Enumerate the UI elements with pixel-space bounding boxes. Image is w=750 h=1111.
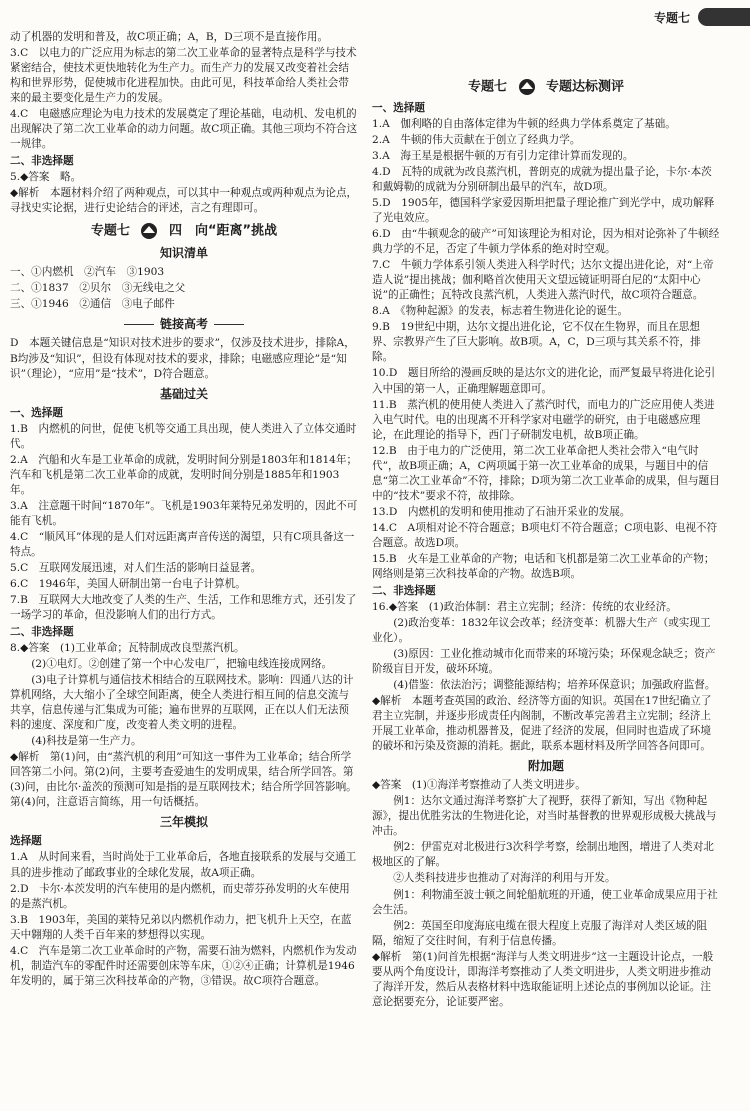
knowledge-heading-text: 知识清单 <box>159 246 208 261</box>
section-heading: 一、选择题 <box>372 101 425 114</box>
header-label: 专题七 <box>653 11 690 25</box>
page-header <box>0 0 750 34</box>
answer-line: (3)电子计算机与通信技术相结合的互联网技术。影响：四通八达的计算机网络，大大缩小了全球空间距离，使全人类进行相互间的信息交流与共享，信息传递与汇集成为可能；遍布世界的互联网，正在以人们无法预料的速度、深度和广度，改变着人类文明的进程。 <box>10 674 354 732</box>
section-heading: 二、非选择题 <box>10 155 74 168</box>
answer-line: 16.◆答案 (1)政治体制：君主立宪制；经济：传统的农业经济。 <box>372 600 677 613</box>
answer-item: 3.A 海王星是根据牛顿的万有引力定律计算而发现的。 <box>372 150 634 163</box>
basic-heading <box>10 386 358 403</box>
answer-line: 8.◆答案 (1)工业革命；瓦特制成改良型蒸汽机。 <box>10 642 245 655</box>
answer-line: (4)科技是第一生产力。 <box>31 735 142 748</box>
answer-item: 2.D 卡尔·本茨发明的汽车使用的是内燃机，而史蒂芬孙发明的火车使用的是蒸汽机。 <box>10 882 350 910</box>
basic-heading-text: 基础过关 <box>159 386 208 401</box>
link-para: D 本题关键信息是“知识对技术进步的要求”，仅涉及技术进步，排除A，B均涉及“知识”，但设有体现对技术的要求，排除；电磁感应理论”是“知识”（理论），“应用”是“技术”，D符合题意。 <box>10 337 355 380</box>
answer-item: 7.C 牛顿力学体系引领人类进入科学时代；达尔文提出进化论，对“上帝造人说”提出挑战；伽利略首次使用天文望远镜证明哥白尼的“太阳中心说”的正确性；瓦特改良蒸汽机，人类进入蒸汽时代，故C项符合题意。 <box>372 259 714 302</box>
chapter-emblem-icon <box>140 222 158 240</box>
extra-line: 例2：伊雷克对北极进行3次科学考察，绘制出地图，增进了人类对北极地区的了解。 <box>372 841 714 869</box>
answer-item: 7.B 互联网大大地改变了人类的生产、生活，工作和思维方式，还引发了一场学习的革命，但没影响人们的出行方式。 <box>10 593 357 622</box>
chapter-label: 专题七 <box>90 223 130 239</box>
section-heading: 选择题 <box>10 835 42 848</box>
knowledge-line: 二、①1837 ②贝尔 ③无线电之父 <box>10 282 186 295</box>
answer-line: (4)借鉴：依法治污；调整能源结构；培养环保意识；加强政府监督。 <box>393 679 716 692</box>
chapter-title <box>372 78 720 97</box>
knowledge-line: 一、①内燃机 ②汽车 ③1903 <box>10 266 165 279</box>
answer-item: 15.B 火车是工业革命的产物；电话和飞机都是第二次工业革命的产物；网络则是第三次科技革命的产物。故选B项。 <box>372 552 715 580</box>
answer-para: 3.C 以电力的广泛应用为标志的第二次工业革命的显著特点是科学与技术紧密结合，使技术更快地转化为生产力。而生产力的发展又改变着社会结构和世界形势，促使城市化进程加快。由此可见，科技革命给人类社会带来的最主要变化是生产力的发展。 <box>10 47 357 105</box>
three-year-heading <box>10 814 358 831</box>
answer-line: (3)原因：工业化推动城市化而带来的环境污染；环保观念缺乏；资产阶级盲目开发，破坏环境。 <box>372 648 716 676</box>
answer-item: 4.C 汽车是第二次工业革命时的产物，需要石油为燃料，内燃机作为发动机，制造汽车的零配件时还需要创床等车床，①②④正确；计算机是1946年发明的，属于第三次科技革命的产物，③错误。故C项符合题意。 <box>10 944 357 987</box>
answer-item: 2.A 汽船和火车是工业革命的成就，发明时间分别是1803年和1814年；汽车和飞机是第二次工业革命的成就，发明时间分别是1885年和1903年。 <box>10 453 358 496</box>
answer-para: 4.C 电磁感应理论为电力技术的发展奠定了理论基础，电动机、发电机的出现解决了第二次工业革命的动力问题。故C项正确。其他三项均不符合这一规律。 <box>10 108 358 151</box>
analysis-para: ◆解析 本题材料介绍了两种观点，可以其中一种观点或两种观点为论点，寻找史实论据，进行史论结合的评述，言之有理即可。 <box>10 187 358 215</box>
chapter-label: 专题七 <box>467 79 507 95</box>
answer-line: (2)①电灯。②创建了第一个中心发电厂，把输电线连接成网络。 <box>31 658 333 671</box>
answer-item: 4.C “顺风耳”体现的是人们对远距离声音传送的渴望，只有C项具备这一特点。 <box>10 530 355 558</box>
chapter-emblem-icon <box>518 78 536 96</box>
analysis-para: ◆解析 本题考查英国的政治、经济等方面的知识。英国在17世纪确立了君主立宪制，并逐步形成责任内阁制，不断改革完善君主立宪制；经济上开展工业革命，推动机器普及，促进了经济的发展，但同时也造成了环境的破坏和污染及资源的消耗。据此，联系本题材料及所学回答各问即可。 <box>372 695 712 753</box>
answer-para: 动了机器的发明和普及，故C项正确；A，B，D三项不是直接作用。 <box>10 31 329 43</box>
answer-item: 5.C 互联网发展迅速，对人们生活的影响日益显著。 <box>10 561 262 574</box>
extra-heading-text: 附加题 <box>527 759 564 774</box>
chapter-name: 四 向“距离”挑战 <box>168 223 278 239</box>
answer-item: 6.C 1946年，美国人研制出第一台电子计算机。 <box>10 577 246 590</box>
answer-item: 2.A 牛顿的伟大贡献在于创立了经典力学。 <box>372 134 581 147</box>
section-heading: 一、选择题 <box>10 406 63 419</box>
analysis-para: ◆解析 第(1)问首先根据“海洋与人类文明进步”这一主题设计论点，一般要从两个角度设计，即海洋考察推动了人类文明进步，人类文明进步推动了海洋开发，然后从表格材料中选取能证明上述论点的事例加以论证。注意论据要充分，论证要严密。 <box>372 950 714 1008</box>
extra-line: 例1：达尔文通过海洋考察扩大了视野，获得了新知，写出《物种起源》，提出优胜劣汰的生物进化论，对当时基督教的世界观形成极大挑战与冲击。 <box>372 795 717 838</box>
answer-item: 9.B 19世纪中期，达尔文提出进化论，它不仅在生物界，而且在思想界、宗教界产生了巨大影响。故B项。A，C，D三项与其关系不符，排除。 <box>372 321 701 364</box>
answer-item: 3.B 1903年，美国的莱特兄弟以内燃机作动力，把飞机升上天空，在蓝天中翱翔的人类千百年来的梦想得以实现。 <box>10 913 352 941</box>
three-year-heading-text: 三年模拟 <box>159 815 208 830</box>
knowledge-line: 三、①1946 ②通信 ③电子邮件 <box>10 298 175 311</box>
answer-item: 4.D 瓦特的成就为改良蒸汽机，普朗克的成就为提出量子论，卡尔·本茨和戴姆勒的成就为分别研制出最早的汽车，故D项。 <box>372 166 712 194</box>
answer-item: 13.D 内燃机的发明和使用推动了石油开采业的发展。 <box>372 505 631 518</box>
extra-line: 例2：英国至印度海底电缆在很大程度上克服了海洋对人类区域的阻隔，缩短了交往时间，有利于信息传播。 <box>372 919 708 947</box>
answer-item: 1.B 内燃机的问世，促使飞机等交通工具出现，使人类进入了立体交通时代。 <box>10 422 357 450</box>
extra-heading <box>372 758 720 775</box>
chapter-name: 专题达标测评 <box>546 79 625 95</box>
answer-item: 10.D 题目所给的漫画反映的是达尔文的进化论，而严复最早将进化论引入中国的第一人，正确理解题意即可。 <box>372 367 716 395</box>
chapter-title <box>10 222 358 241</box>
answer-item: 14.C A项相对论不符合题意；B项电灯不符合题意；C项电影、电视不符合题意。故选D项。 <box>372 521 718 549</box>
section-heading: 二、非选择题 <box>372 584 436 597</box>
analysis-para: ◆解析 第(1)问，由“蒸汽机的利用”可知这一事件为工业革命；结合所学回答第二小问。第(2)问，主要考查爱迪生的发明成果，结合所学回答。第(3)问，由比尔·盖茨的预测可知是指的是互联网技术；结合所学回答影响。第(4)问，注意语言简练，用一句话概括。 <box>10 751 357 809</box>
left-column <box>10 30 358 990</box>
answer-para: 5.◆答案 略。 <box>10 171 82 184</box>
right-column <box>372 30 720 1011</box>
answer-item: 12.B 由于电力的广泛使用，第二次工业革命把人类社会带入“电气时代”，故B项正确；A，C两项属于第一次工业革命的成果，与题目中的信息“第二次工业革命”不符，排除；D项为第二次工业革命的成果，但与题目中的“技术”要求不符，故排除。 <box>372 444 720 502</box>
answer-item: 6.D 由“牛顿观念的破产”可知该理论为相对论，因为相对论弥补了牛顿经典力学的不足，否定了牛顿力学体系的绝对时空观。 <box>372 228 720 256</box>
answer-item: 5.D 1905年，德国科学家爱因斯坦把量子理论推广到光学中，成功解释了光电效应。 <box>372 197 715 225</box>
extra-line: ◆答案 (1)①海洋考察推动了人类文明进步。 <box>372 779 586 792</box>
answer-line: (2)政治变革：1832年议会改革；经济变革：机器大生产（或实现工业化）。 <box>372 616 711 645</box>
answer-item: 8.A 《物种起源》的发表，标志着生物进化论的诞生。 <box>372 305 629 318</box>
header-tab-bar <box>698 8 750 26</box>
link-heading-text: 链接高考 <box>159 317 208 332</box>
answer-item: 1.A 伽利略的自由落体定律为牛顿的经典力学体系奠定了基础。 <box>372 117 676 130</box>
answer-item: 3.A 注意题干时间“1870年”。飞机是1903年莱特兄弟发明的，因此不可能有飞机。 <box>10 499 358 527</box>
section-heading: 二、非选择题 <box>10 626 74 639</box>
link-heading <box>10 316 358 333</box>
answer-item: 1.A 从时间来看，当时尚处于工业革命后，各地直接联系的发展与交通工具的进步推动了邮政事业的全球化发展，故A项正确。 <box>10 851 357 879</box>
answer-item: 11.B 蒸汽机的使用使人类进入了蒸汽时代，而电力的广泛应用使人类进入电气时代。电的出现离不开科学家对电磁学的研究，由于电磁感应理论，在此理论的指导下，西门子研制发电机，故B项正确。 <box>372 398 715 441</box>
extra-line: ②人类科技进步也推动了对海洋的利用与开发。 <box>393 872 616 885</box>
knowledge-heading <box>10 245 358 262</box>
extra-line: 例1：利物浦至波士顿之间轮船航班的开通，使工业革命成果应用于社会生活。 <box>372 888 718 916</box>
